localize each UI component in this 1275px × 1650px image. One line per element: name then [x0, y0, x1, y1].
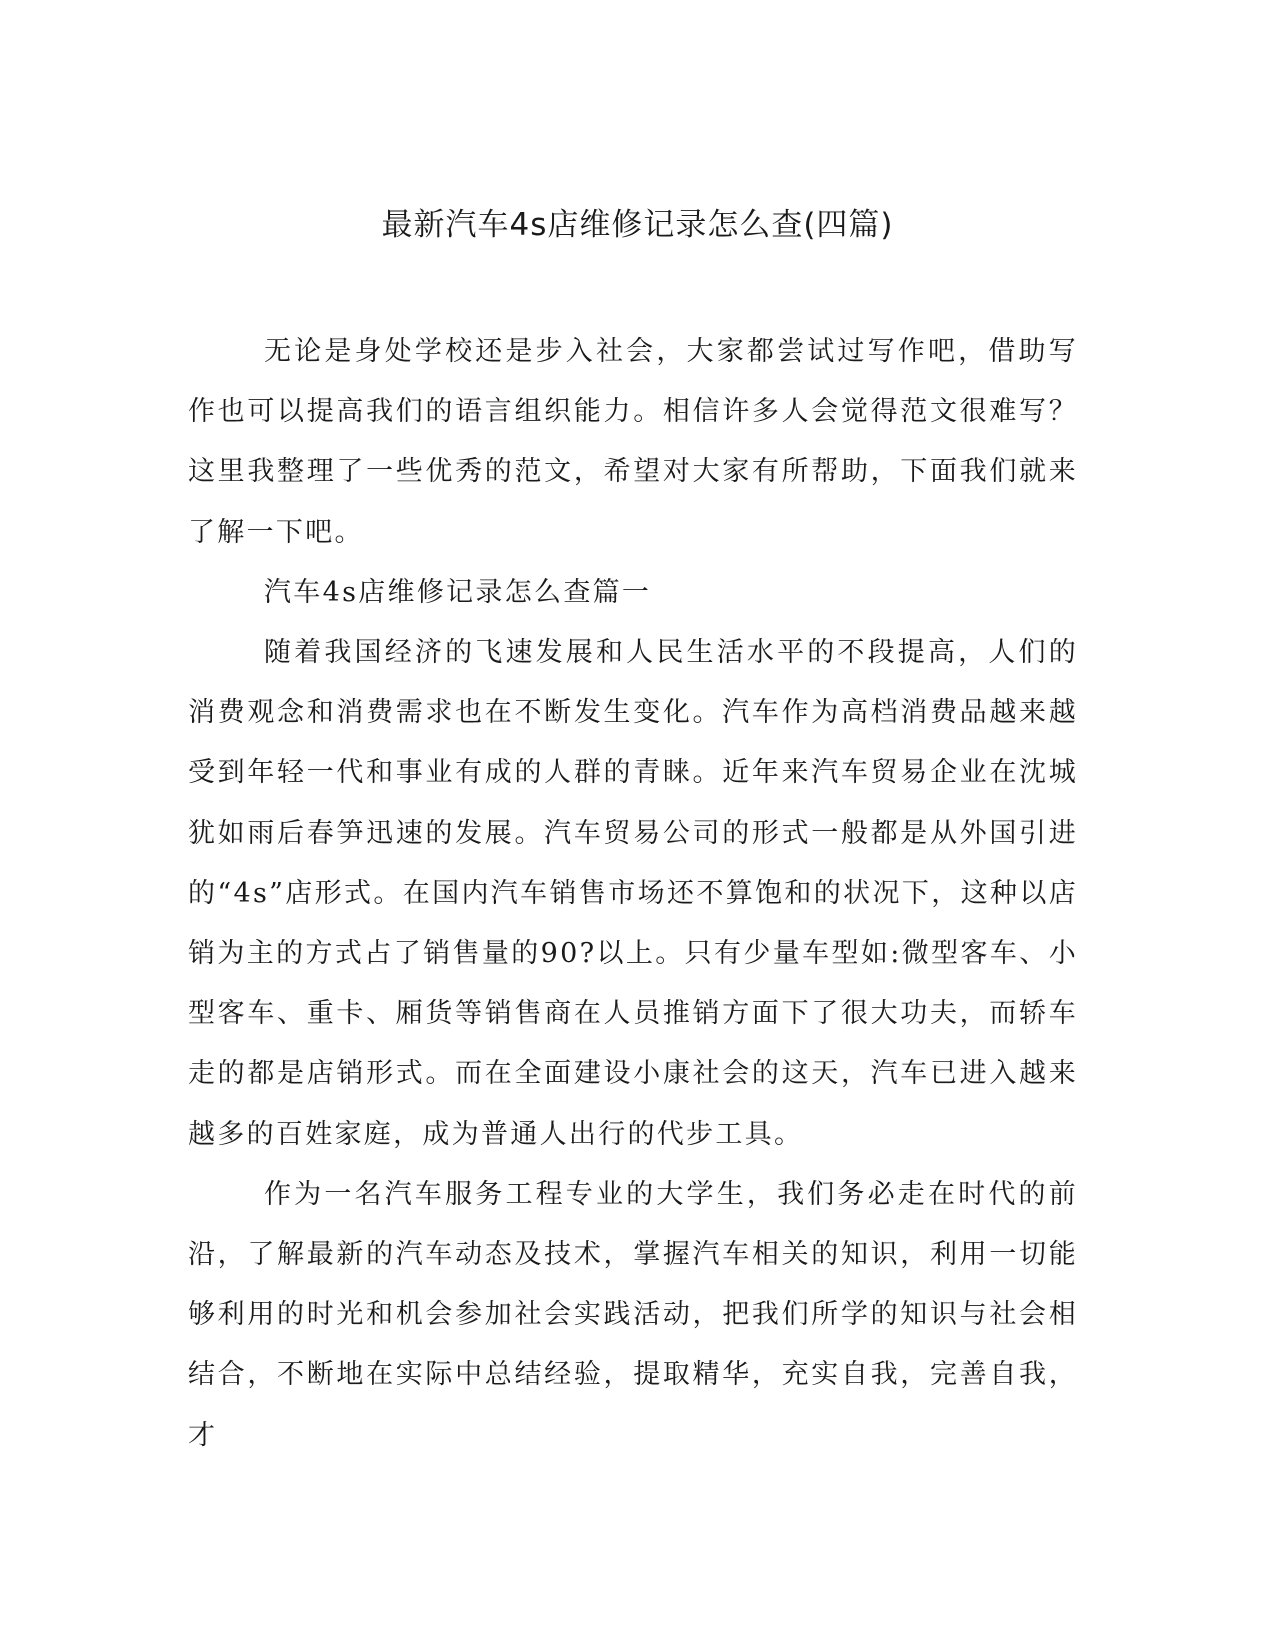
intro-paragraph: 无论是身处学校还是步入社会，大家都尝试过写作吧，借助写作也可以提高我们的语言组织能力。相信许多人会觉得范文很难写？这里我整理了一些优秀的范文，希望对大家有所帮助，下面我们就来了解一下吧。	[188, 336, 1078, 548]
body-paragraph-1: 随着我国经济的飞速发展和人民生活水平的不段提高，人们的消费观念和消费需求也在不断发生变化。汽车作为高档消费品越来越受到年轻一代和事业有成的人群的青睐。近年来汽车贸易企业在沈城犹如雨后春笋迅速的发展。汽车贸易公司的形式一般都是从外国引进的“4s”店形式。在国内汽车销售市场还不算饱和的状况下，这种以店销为主的方式占了销售量的90?以上。只有少量车型如:微型客车、小型客车、重卡、厢货等销售商在人员推销方面下了很大功夫，而轿车走的都是店销形式。而在全面建设小康社会的这天，汽车已进入越来越多的百姓家庭，成为普通人出行的代步工具。	[188, 637, 1078, 1150]
document-body	[188, 322, 1078, 1466]
document-title: 最新汽车4s店维修记录怎么查(四篇)	[381, 207, 894, 243]
section-heading: 汽车4s店维修记录怎么查篇一	[264, 576, 652, 608]
body-paragraph-2: 作为一名汽车服务工程专业的大学生，我们务必走在时代的前沿，了解最新的汽车动态及技术，掌握汽车相关的知识，利用一切能够利用的时光和机会参加社会实践活动，把我们所学的知识与社会相结合，不断地在实际中总结经验，提取精华，充实自我，完善自我，才	[188, 1178, 1078, 1451]
